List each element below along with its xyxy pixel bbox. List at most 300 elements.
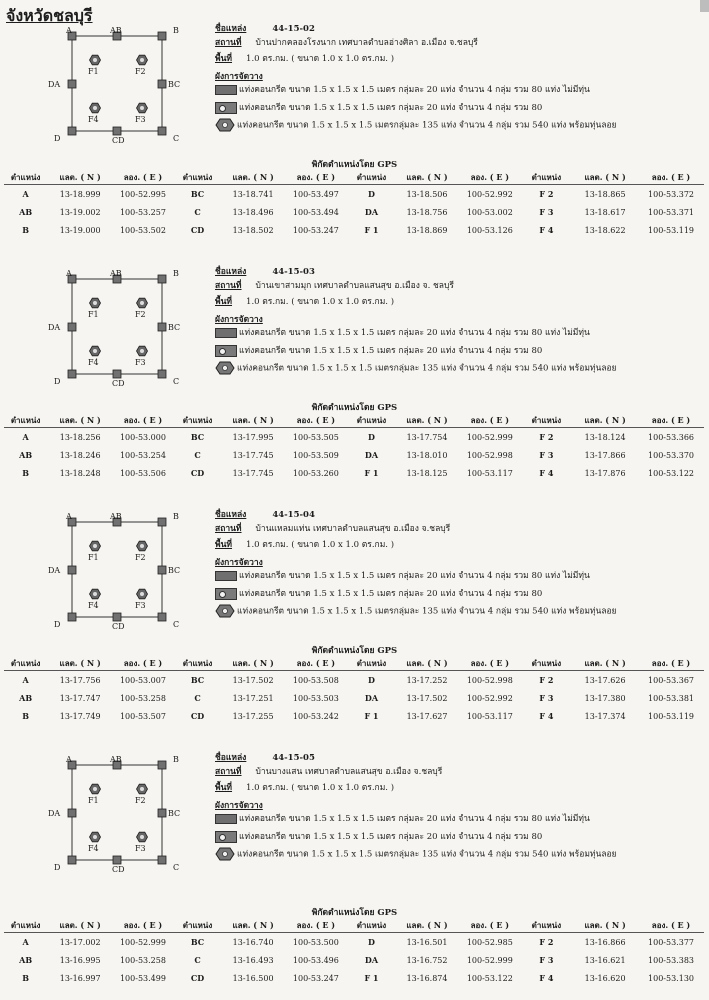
position-cell: CD xyxy=(190,468,205,478)
latitude-cell: 13-18.246 xyxy=(59,450,101,460)
area-row xyxy=(215,783,394,793)
legend-row-3 xyxy=(215,361,617,375)
buoy-center-f1 xyxy=(93,301,97,305)
latitude-cell: 13-16.621 xyxy=(584,955,626,965)
concrete-block-icon xyxy=(215,814,237,824)
concrete-block-da xyxy=(68,566,76,574)
buoy-center-f4 xyxy=(93,106,97,110)
position-cell: CD xyxy=(190,225,205,235)
table-row xyxy=(4,185,704,204)
concrete-block-d xyxy=(68,613,76,621)
location-row-value: บ้านปากคลองโรงนาก เทศบาลตำบลอ่างศิลา อ.เมือง จ.ชลบุรี xyxy=(255,38,478,48)
location-row-key: สถานที่ xyxy=(215,38,242,48)
latitude-cell: 13-17.754 xyxy=(406,432,448,442)
location-row xyxy=(215,767,442,777)
gps-header-cell: ตำแหน่ง xyxy=(521,414,572,428)
location-row-value: บ้านบางแสน เทศบาลตำบลแสนสุข อ.เมือง จ.ชลบุรี xyxy=(255,767,443,777)
gps-header-cell: แลต. ( N ) xyxy=(572,657,638,671)
position-cell: A xyxy=(22,675,29,685)
legend-text: แท่งคอนกรีต ขนาด 1.5 x 1.5 x 1.5 เมตร กลุ่มละ 20 แท่ง จำนวน 4 กลุ่ม รวม 80 xyxy=(239,103,543,113)
gps-title: พิกัดตำแหน่งโดย GPS xyxy=(311,646,398,656)
gps-header-cell: ลอง. ( E ) xyxy=(113,171,173,185)
location-row-value: บ้านแหลมแท่น เทศบาลตำบลแสนสุข อ.เมือง จ.ชลบุรี xyxy=(255,524,451,534)
site-boundary xyxy=(72,522,162,617)
latitude-cell: 13-19.002 xyxy=(59,207,101,217)
diagram-label-f4: F4 xyxy=(88,115,99,124)
legend-text: แท่งคอนกรีต ขนาด 1.5 x 1.5 x 1.5 เมตร กลุ่มละ 20 แท่ง จำนวน 4 กลุ่ม รวม 80 xyxy=(239,589,543,599)
area-row-value: 1.0 ตร.กม. ( ขนาด 1.0 x 1.0 ตร.กม. ) xyxy=(246,297,395,307)
legend-text: แท่งคอนกรีต ขนาด 1.5 x 1.5 x 1.5 เมตร กลุ่มละ 20 แท่ง จำนวน 4 กลุ่ม รวม 80 แท่ง ไม่มีทุ่น xyxy=(239,571,590,581)
legend-text: แท่งคอนกรีต ขนาด 1.5 x 1.5 x 1.5 เมตร กลุ่มละ 20 แท่ง จำนวน 4 กลุ่ม รวม 80 แท่ง ไม่มีทุ่น xyxy=(239,814,590,824)
latitude-cell: 13-17.251 xyxy=(232,693,274,703)
latitude-cell: 13-16.620 xyxy=(584,973,626,983)
longitude-cell: 100-53.371 xyxy=(648,207,694,217)
latitude-cell: 13-17.626 xyxy=(584,675,626,685)
latitude-cell: 13-18.248 xyxy=(59,468,101,478)
position-cell: F 4 xyxy=(539,468,554,478)
longitude-cell: 100-53.122 xyxy=(466,973,513,983)
longitude-cell: 100-52.992 xyxy=(466,189,513,199)
area-row-key: พื้นที่ xyxy=(215,783,233,793)
site-name-row xyxy=(215,510,315,520)
longitude-cell: 100-53.257 xyxy=(119,207,166,217)
legend-text: แท่งคอนกรีต ขนาด 1.5 x 1.5 x 1.5 เมตร กลุ่มละ 20 แท่ง จำนวน 4 กลุ่ม รวม 80 แท่ง ไม่มีทุ่น xyxy=(239,85,590,95)
diagram-label-c: C xyxy=(173,863,180,872)
gps-header-cell: ตำแหน่ง xyxy=(348,657,395,671)
legend-row-3 xyxy=(215,604,617,618)
location-row-key: สถานที่ xyxy=(215,767,242,777)
longitude-cell: 100-53.370 xyxy=(648,450,694,460)
layout-heading xyxy=(215,801,263,811)
site-name-row-key: ชื่อแหล่ง xyxy=(215,753,247,763)
gps-table xyxy=(4,919,704,987)
legend-text: แท่งคอนกรีต ขนาด 1.5 x 1.5 x 1.5 เมตร กลุ่มละ 20 แท่ง จำนวน 4 กลุ่ม รวม 80 แท่ง ไม่มีทุ่น xyxy=(239,328,590,338)
diagram-label-b: B xyxy=(173,269,179,278)
longitude-cell: 100-52.999 xyxy=(466,432,513,442)
diagram-label-a: A xyxy=(66,269,72,278)
buoy-center-f4 xyxy=(93,835,97,839)
position-cell: AB xyxy=(19,693,33,703)
gps-header-cell: ตำแหน่ง xyxy=(348,171,395,185)
gps-header-cell: ตำแหน่ง xyxy=(521,171,572,185)
legend-row-1 xyxy=(215,83,590,97)
site-boundary xyxy=(72,765,162,860)
gps-header-cell: แลต. ( N ) xyxy=(395,171,459,185)
position-cell: F 3 xyxy=(539,955,554,965)
buoy-center-f2 xyxy=(140,58,144,62)
site-name-row-value: 44-15-04 xyxy=(272,510,315,520)
diagram-label-da: DA xyxy=(48,80,61,89)
concrete-block-c xyxy=(158,856,166,864)
concrete-block-b xyxy=(158,32,166,40)
concrete-block-icon xyxy=(215,571,237,581)
gps-header-cell: แลต. ( N ) xyxy=(47,171,113,185)
gps-header-cell: ตำแหน่ง xyxy=(348,414,395,428)
position-cell: F 2 xyxy=(539,189,554,199)
diagram-label-cd: CD xyxy=(112,379,125,388)
longitude-cell: 100-53.260 xyxy=(292,468,339,478)
concrete-block-da xyxy=(68,323,76,331)
latitude-cell: 13-17.380 xyxy=(584,693,626,703)
latitude-cell: 13-16.493 xyxy=(232,955,274,965)
legend-row-1 xyxy=(215,326,590,340)
position-cell: BC xyxy=(190,937,205,947)
position-cell: DA xyxy=(364,955,379,965)
latitude-cell: 13-18.496 xyxy=(232,207,274,217)
gps-table xyxy=(4,171,704,239)
latitude-cell: 13-17.756 xyxy=(59,675,101,685)
gps-title: พิกัดตำแหน่งโดย GPS xyxy=(311,160,398,170)
position-cell: B xyxy=(22,468,29,478)
hexagon-buoy-icon xyxy=(215,361,235,375)
site-name-row-value: 44-15-03 xyxy=(272,267,315,277)
gps-header-cell: ตำแหน่ง xyxy=(173,171,222,185)
diagram-label-f1: F1 xyxy=(88,67,99,76)
longitude-cell: 100-52.998 xyxy=(466,675,513,685)
gps-header-cell: แลต. ( N ) xyxy=(572,919,638,933)
concrete-block-pair-icon xyxy=(215,102,237,114)
longitude-cell: 100-53.366 xyxy=(648,432,694,442)
site-name-row xyxy=(215,267,315,277)
site-name-row-key: ชื่อแหล่ง xyxy=(215,267,247,277)
position-cell: D xyxy=(367,432,375,442)
legend-text: แท่งคอนกรีต ขนาด 1.5 x 1.5 x 1.5 เมตร กลุ่มละ 20 แท่ง จำนวน 4 กลุ่ม รวม 80 xyxy=(239,346,543,356)
concrete-block-pair-icon xyxy=(215,588,237,600)
area-row-value: 1.0 ตร.กม. ( ขนาด 1.0 x 1.0 ตร.กม. ) xyxy=(246,540,395,550)
longitude-cell: 100-53.242 xyxy=(292,711,339,721)
longitude-cell: 100-53.377 xyxy=(648,937,694,947)
longitude-cell: 100-53.499 xyxy=(119,973,166,983)
longitude-cell: 100-53.506 xyxy=(119,468,166,478)
longitude-cell: 100-53.496 xyxy=(292,955,339,965)
legend-row-3 xyxy=(215,847,617,861)
legend-row-2 xyxy=(215,587,542,601)
latitude-cell: 13-18.622 xyxy=(584,225,626,235)
legend-text: แท่งคอนกรีต ขนาด 1.5 x 1.5 x 1.5 เมตรกลุ่มละ 135 แท่ง จำนวน 4 กลุ่ม รวม 540 แท่ง พร้อมทุ่นลอย xyxy=(237,363,617,374)
gps-header-cell: แลต. ( N ) xyxy=(222,414,284,428)
diagram-label-f2: F2 xyxy=(135,67,146,76)
table-row xyxy=(4,933,704,952)
longitude-cell: 100-52.985 xyxy=(466,937,513,947)
legend-row-2 xyxy=(215,344,542,358)
gps-header-cell: ลอง. ( E ) xyxy=(638,171,704,185)
position-cell: F 4 xyxy=(539,711,554,721)
latitude-cell: 13-17.002 xyxy=(59,937,101,947)
gps-header-cell: ลอง. ( E ) xyxy=(113,414,173,428)
buoy-center-f1 xyxy=(93,544,97,548)
gps-header-cell: แลต. ( N ) xyxy=(47,657,113,671)
latitude-cell: 13-17.502 xyxy=(232,675,274,685)
longitude-cell: 100-53.122 xyxy=(648,468,694,478)
diagram-label-c: C xyxy=(173,134,180,143)
concrete-block-pair-icon xyxy=(215,831,237,843)
position-cell: B xyxy=(22,225,29,235)
gps-header-cell: ตำแหน่ง xyxy=(4,414,47,428)
buoy-center-f3 xyxy=(140,106,144,110)
diagram-label-da: DA xyxy=(48,323,61,332)
position-cell: A xyxy=(22,937,29,947)
gps-header-cell: แลต. ( N ) xyxy=(395,919,459,933)
gps-header-cell: แลต. ( N ) xyxy=(572,171,638,185)
gps-header-cell: ตำแหน่ง xyxy=(521,657,572,671)
diagram-label-f4: F4 xyxy=(88,358,99,367)
layout-heading-label: ผังการจัดวาง xyxy=(215,801,263,811)
buoy-center-f3 xyxy=(140,349,144,353)
site-name-row-value: 44-15-05 xyxy=(272,753,315,763)
gps-header-cell: ลอง. ( E ) xyxy=(113,657,173,671)
diagram-label-a: A xyxy=(66,755,72,764)
position-cell: D xyxy=(367,189,375,199)
layout-diagram xyxy=(40,510,190,630)
legend-row-1 xyxy=(215,812,590,826)
table-row xyxy=(4,203,704,221)
area-row-value: 1.0 ตร.กม. ( ขนาด 1.0 x 1.0 ตร.กม. ) xyxy=(246,54,395,64)
buoy-center-f1 xyxy=(93,58,97,62)
location-row-value: บ้านเขาสามมุก เทศบาลตำบลแสนสุข อ.เมือง จ. ชลบุรี xyxy=(255,281,454,291)
location-row-key: สถานที่ xyxy=(215,524,242,534)
concrete-block-icon xyxy=(215,85,237,95)
longitude-cell: 100-53.494 xyxy=(292,207,339,217)
gps-header-cell: ลอง. ( E ) xyxy=(284,657,348,671)
layout-heading-label: ผังการจัดวาง xyxy=(215,315,263,325)
position-cell: DA xyxy=(364,693,379,703)
legend-row-2 xyxy=(215,830,542,844)
position-cell: C xyxy=(194,450,201,460)
diagram-label-ab: AB xyxy=(110,755,122,764)
longitude-cell: 100-53.372 xyxy=(648,189,694,199)
gps-header-cell: ลอง. ( E ) xyxy=(459,919,521,933)
buoy-center-f2 xyxy=(140,544,144,548)
page-title: จังหวัดชลบุรี xyxy=(6,6,93,25)
concrete-block-c xyxy=(158,370,166,378)
gps-header-cell: ตำแหน่ง xyxy=(173,657,222,671)
latitude-cell: 13-17.749 xyxy=(59,711,101,721)
position-cell: B xyxy=(22,973,29,983)
table-row xyxy=(4,707,704,725)
concrete-block-b xyxy=(158,761,166,769)
area-row-key: พื้นที่ xyxy=(215,54,233,64)
location-row-key: สถานที่ xyxy=(215,281,242,291)
longitude-cell: 100-53.502 xyxy=(119,225,166,235)
diagram-label-d: D xyxy=(54,620,61,629)
site-name-row-key: ชื่อแหล่ง xyxy=(215,24,247,34)
position-cell: CD xyxy=(190,973,205,983)
diagram-label-f4: F4 xyxy=(88,601,99,610)
buoy-center-f4 xyxy=(93,349,97,353)
longitude-cell: 100-53.117 xyxy=(466,468,513,478)
gps-header-cell: ตำแหน่ง xyxy=(173,414,222,428)
legend-text: แท่งคอนกรีต ขนาด 1.5 x 1.5 x 1.5 เมตรกลุ่มละ 135 แท่ง จำนวน 4 กลุ่ม รวม 540 แท่ง พร้อมทุ่นลอย xyxy=(237,849,617,860)
latitude-cell: 13-17.627 xyxy=(406,711,448,721)
position-cell: F 1 xyxy=(364,711,379,721)
longitude-cell: 100-53.119 xyxy=(648,711,694,721)
gps-header-row xyxy=(4,657,704,671)
gps-header-cell: ตำแหน่ง xyxy=(4,919,47,933)
position-cell: A xyxy=(22,189,29,199)
latitude-cell: 13-16.752 xyxy=(406,955,448,965)
latitude-cell: 13-17.252 xyxy=(406,675,448,685)
layout-heading-label: ผังการจัดวาง xyxy=(215,72,263,82)
page-corner-mark xyxy=(700,0,709,12)
latitude-cell: 13-18.506 xyxy=(406,189,448,199)
gps-header-cell: ลอง. ( E ) xyxy=(459,171,521,185)
position-cell: D xyxy=(367,675,375,685)
gps-header-row xyxy=(4,171,704,185)
concrete-block-bc xyxy=(158,323,166,331)
gps-header-cell: ลอง. ( E ) xyxy=(459,657,521,671)
longitude-cell: 100-53.000 xyxy=(119,432,166,442)
concrete-block-icon xyxy=(215,328,237,338)
longitude-cell: 100-53.247 xyxy=(292,225,339,235)
concrete-block-b xyxy=(158,518,166,526)
diagram-label-f2: F2 xyxy=(135,796,146,805)
table-row xyxy=(4,464,704,482)
longitude-cell: 100-53.119 xyxy=(648,225,694,235)
latitude-cell: 13-17.866 xyxy=(584,450,626,460)
area-row-value: 1.0 ตร.กม. ( ขนาด 1.0 x 1.0 ตร.กม. ) xyxy=(246,783,395,793)
gps-header-cell: ลอง. ( E ) xyxy=(638,919,704,933)
diagram-label-f2: F2 xyxy=(135,553,146,562)
latitude-cell: 13-18.869 xyxy=(406,225,448,235)
gps-header-cell: ตำแหน่ง xyxy=(348,919,395,933)
longitude-cell: 100-53.002 xyxy=(466,207,513,217)
gps-header-cell: ลอง. ( E ) xyxy=(284,171,348,185)
longitude-cell: 100-53.247 xyxy=(292,973,339,983)
gps-header-cell: ลอง. ( E ) xyxy=(113,919,173,933)
latitude-cell: 13-18.741 xyxy=(232,189,274,199)
concrete-block-d xyxy=(68,370,76,378)
diagram-label-c: C xyxy=(173,620,180,629)
table-row xyxy=(4,446,704,464)
longitude-cell: 100-53.503 xyxy=(292,693,339,703)
layout-diagram xyxy=(40,753,190,873)
area-row xyxy=(215,297,394,307)
position-cell: A xyxy=(22,432,29,442)
position-cell: F 2 xyxy=(539,432,554,442)
diagram-label-bc: BC xyxy=(168,809,181,818)
position-cell: C xyxy=(194,207,201,217)
latitude-cell: 13-16.995 xyxy=(59,955,101,965)
diagram-label-f3: F3 xyxy=(135,115,146,124)
location-row xyxy=(215,281,454,291)
diagram-label-f3: F3 xyxy=(135,601,146,610)
area-row xyxy=(215,54,394,64)
site-name-row xyxy=(215,24,315,34)
position-cell: DA xyxy=(364,207,379,217)
longitude-cell: 100-52.992 xyxy=(466,693,513,703)
site-name-row-value: 44-15-02 xyxy=(272,24,315,34)
layout-diagram xyxy=(40,24,190,144)
hexagon-buoy-icon xyxy=(215,847,235,861)
latitude-cell: 13-17.374 xyxy=(584,711,626,721)
latitude-cell: 13-18.617 xyxy=(584,207,626,217)
diagram-label-b: B xyxy=(173,512,179,521)
buoy-center-f3 xyxy=(140,592,144,596)
area-row-key: พื้นที่ xyxy=(215,540,233,550)
latitude-cell: 13-17.747 xyxy=(59,693,101,703)
gps-header-cell: แลต. ( N ) xyxy=(395,657,459,671)
legend-row-3 xyxy=(215,118,617,132)
table-row xyxy=(4,951,704,969)
gps-header-row xyxy=(4,919,704,933)
latitude-cell: 13-18.502 xyxy=(232,225,274,235)
longitude-cell: 100-53.130 xyxy=(648,973,694,983)
diagram-label-b: B xyxy=(173,26,179,35)
position-cell: F 3 xyxy=(539,207,554,217)
latitude-cell: 13-18.125 xyxy=(406,468,448,478)
concrete-block-c xyxy=(158,613,166,621)
longitude-cell: 100-52.999 xyxy=(466,955,513,965)
position-cell: CD xyxy=(190,711,205,721)
area-row-key: พื้นที่ xyxy=(215,297,233,307)
latitude-cell: 13-18.010 xyxy=(406,450,448,460)
buoy-center-f3 xyxy=(140,835,144,839)
latitude-cell: 13-18.999 xyxy=(59,189,101,199)
concrete-block-d xyxy=(68,127,76,135)
hexagon-buoy-icon xyxy=(215,604,235,618)
longitude-cell: 100-53.383 xyxy=(648,955,694,965)
gps-title: พิกัดตำแหน่งโดย GPS xyxy=(311,908,398,918)
diagram-label-bc: BC xyxy=(168,80,181,89)
diagram-label-da: DA xyxy=(48,566,61,575)
position-cell: F 4 xyxy=(539,973,554,983)
concrete-block-cd xyxy=(113,370,121,378)
legend-row-1 xyxy=(215,569,590,583)
longitude-cell: 100-53.126 xyxy=(466,225,513,235)
longitude-cell: 100-52.999 xyxy=(119,937,166,947)
diagram-label-d: D xyxy=(54,863,61,872)
longitude-cell: 100-53.381 xyxy=(648,693,694,703)
diagram-label-f3: F3 xyxy=(135,844,146,853)
position-cell: F 2 xyxy=(539,937,554,947)
concrete-block-bc xyxy=(158,80,166,88)
gps-header-row xyxy=(4,414,704,428)
gps-header-cell: แลต. ( N ) xyxy=(222,919,284,933)
latitude-cell: 13-17.745 xyxy=(232,450,274,460)
position-cell: D xyxy=(367,937,375,947)
gps-header-cell: ตำแหน่ง xyxy=(173,919,222,933)
position-cell: F 4 xyxy=(539,225,554,235)
diagram-label-f3: F3 xyxy=(135,358,146,367)
diagram-label-ab: AB xyxy=(110,269,122,278)
gps-header-cell: ตำแหน่ง xyxy=(521,919,572,933)
concrete-block-b xyxy=(158,275,166,283)
position-cell: F 1 xyxy=(364,225,379,235)
buoy-center-f2 xyxy=(140,787,144,791)
latitude-cell: 13-17.255 xyxy=(232,711,274,721)
layout-heading-label: ผังการจัดวาง xyxy=(215,558,263,568)
longitude-cell: 100-53.497 xyxy=(292,189,339,199)
legend-text: แท่งคอนกรีต ขนาด 1.5 x 1.5 x 1.5 เมตร กลุ่มละ 20 แท่ง จำนวน 4 กลุ่ม รวม 80 xyxy=(239,832,543,842)
gps-header-cell: แลต. ( N ) xyxy=(572,414,638,428)
concrete-block-cd xyxy=(113,127,121,135)
latitude-cell: 13-17.995 xyxy=(232,432,274,442)
diagram-label-b: B xyxy=(173,755,179,764)
concrete-block-pair-icon xyxy=(215,345,237,357)
layout-heading xyxy=(215,558,263,568)
latitude-cell: 13-16.501 xyxy=(406,937,448,947)
table-row xyxy=(4,428,704,447)
gps-header-cell: ลอง. ( E ) xyxy=(638,414,704,428)
latitude-cell: 13-17.745 xyxy=(232,468,274,478)
gps-header-cell: ตำแหน่ง xyxy=(4,657,47,671)
legend-row-2 xyxy=(215,101,542,115)
diagram-label-ab: AB xyxy=(110,26,122,35)
longitude-cell: 100-52.995 xyxy=(119,189,166,199)
position-cell: DA xyxy=(364,450,379,460)
gps-header-cell: แลต. ( N ) xyxy=(222,171,284,185)
latitude-cell: 13-16.500 xyxy=(232,973,274,983)
